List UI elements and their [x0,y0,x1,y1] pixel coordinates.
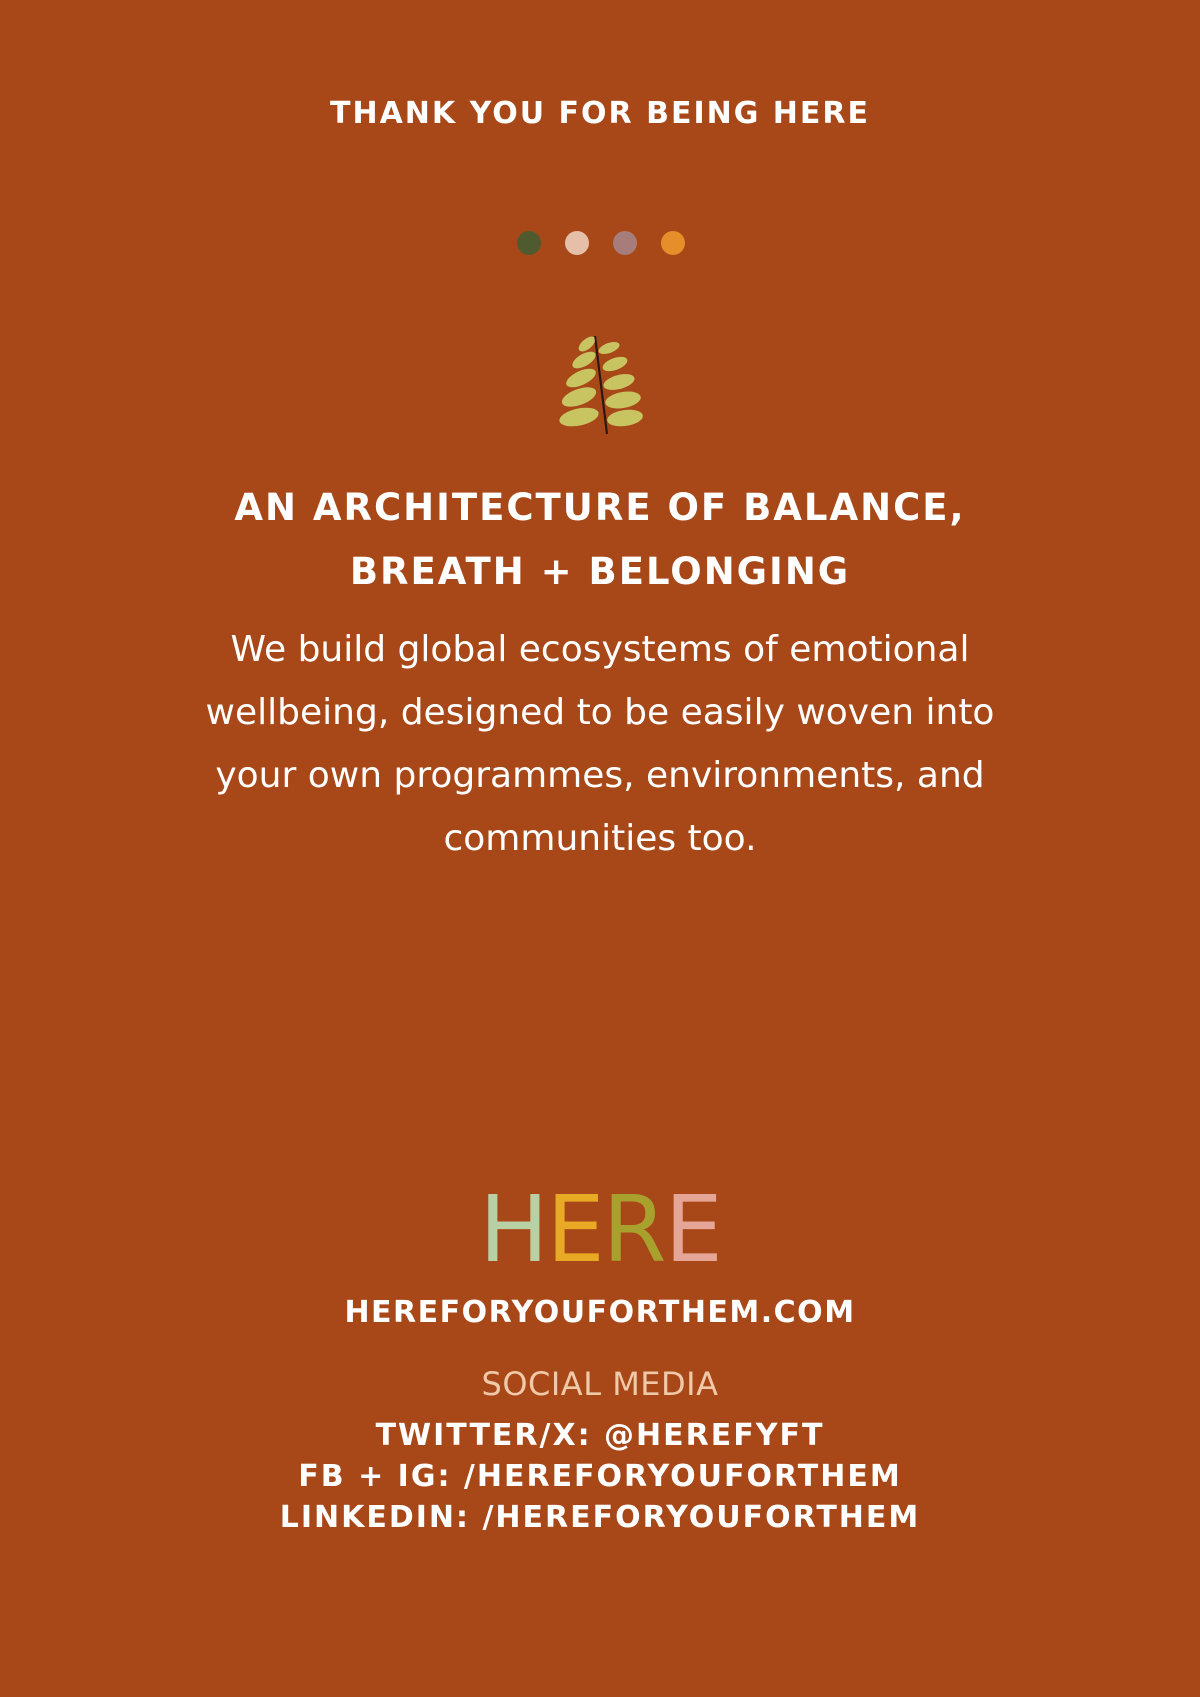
social-linkedin[interactable]: LINKEDIN: /HEREFORYOUFORTHEM [279,1500,921,1535]
logo-letter-e: E [546,1176,603,1283]
page-header: THANK YOU FOR BEING HERE [330,96,870,131]
dot-2 [565,231,589,255]
body-line: We build global ecosystems of emotional [230,629,970,670]
dot-4 [661,231,685,255]
social-media-list [0,1415,1200,1538]
heading-line-2: BREATH + BELONGING [349,550,851,593]
body-line: communities too. [443,818,757,859]
color-dots [517,231,685,255]
leaf-branch-icon [557,330,647,440]
social-fb-ig[interactable]: FB + IG: /HEREFORYOUFORTHEM [298,1459,902,1494]
body-paragraph [0,618,1200,870]
dot-1 [517,231,541,255]
body-line: your own programmes, environments, and [215,755,985,796]
logo-letter-e: E [664,1176,721,1283]
social-twitter[interactable]: TWITTER/X: @HEREFYFT [375,1418,825,1453]
social-media-label: SOCIAL MEDIA [481,1365,719,1403]
main-heading [0,476,1200,604]
dot-3 [613,231,637,255]
heading-line-1: AN ARCHITECTURE OF BALANCE, [234,486,966,529]
here-logo [0,1176,1200,1283]
body-line: wellbeing, designed to be easily woven into [205,692,995,733]
website-link[interactable]: HEREFORYOUFORTHEM.COM [344,1295,856,1330]
logo-letter-h: H [479,1176,547,1283]
logo-letter-r: R [602,1176,665,1283]
